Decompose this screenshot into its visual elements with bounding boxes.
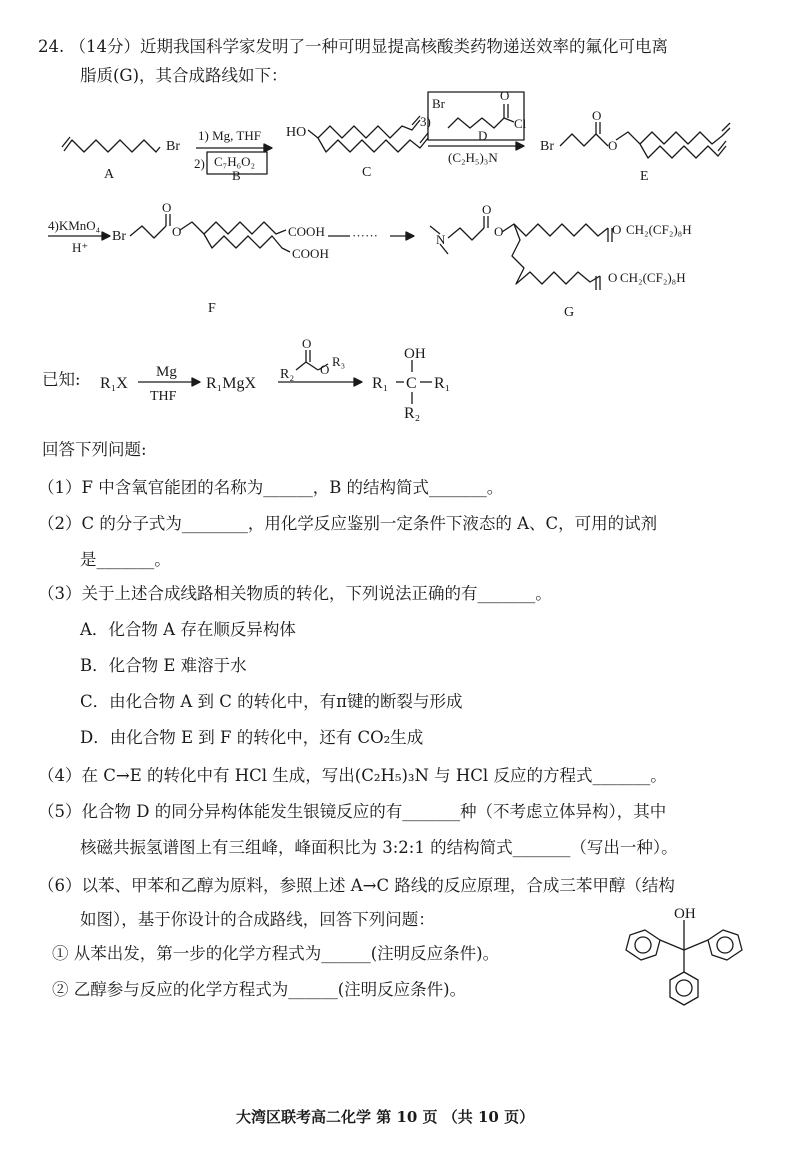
question-6-sub1: ① 从苯出发，第一步的化学方程式为______(注明反应条件)。: [52, 944, 500, 963]
compound-c-chain-lower: [318, 138, 428, 152]
triphenylmethanol-oh: OH: [674, 906, 696, 922]
question-6-line1: （6）以苯、甲苯和乙醇为原料，参照上述 A→C 路线的反应原理，合成三苯甲醇（结构: [38, 876, 675, 895]
question-intro-line1: 24. （14分）近期我国科学家发明了一种可明显提高核酸类药物递送效率的氟化可电离: [38, 37, 668, 56]
compound-f-cooh1: COOH: [288, 224, 325, 239]
known-prod-c: C: [406, 375, 417, 392]
question-1: （1）F 中含氧官能团的名称为______，B 的结构简式_______。: [38, 478, 504, 497]
question-6-line2: 如图），基于你设计的合成路线，回答下列问题：: [80, 910, 435, 929]
compound-e-br: Br: [540, 139, 554, 154]
compound-g-tail2-o: O: [608, 270, 618, 285]
known-thf: THF: [150, 389, 177, 404]
step1-reagent: 1) Mg, THF: [198, 128, 261, 143]
question-2-line1: （2）C 的分子式为________，用化学反应鉴别一定条件下液态的 A、C，可用的试剂: [38, 514, 658, 533]
compound-e-backbone: [560, 134, 608, 146]
known-o-carbonyl: O: [302, 336, 312, 351]
known-prod-r2: R₂: [404, 405, 421, 422]
known-o-ester: O: [320, 362, 330, 377]
question-3-option-c: C．由化合物 A 到 C 的转化中，有π键的断裂与形成: [80, 692, 463, 711]
compound-e-ester-o: O: [608, 138, 618, 153]
compound-f-o: O: [162, 200, 172, 215]
dotted-arrow: ······: [352, 228, 378, 243]
reagent-d-cl: Cl: [514, 116, 527, 131]
step2-reagent: C₇H₆O₂: [214, 154, 256, 169]
known-prod-r1b: R₁: [434, 375, 451, 392]
compound-g-backbone: [448, 228, 484, 240]
known-label: 已知:: [42, 370, 81, 389]
reagent-d-br: Br: [432, 96, 445, 111]
known-r2: R₂: [280, 367, 295, 382]
compound-g-tail1-o: O: [612, 222, 622, 237]
question-3-option-b: B．化合物 E 难溶于水: [80, 656, 247, 675]
compound-g-tail1: CH₂(CF₂)₈H: [626, 222, 692, 237]
question-2-line2: 是_______。: [80, 550, 171, 569]
label-d: D: [478, 128, 488, 143]
known-prod-r1a: R₁: [372, 375, 389, 392]
known-r1mgx: R₁MgX: [206, 375, 257, 392]
question-3-option-a: A．化合物 A 存在顺反异构体: [80, 620, 296, 639]
compound-e-o: O: [592, 108, 602, 123]
compound-a-br: Br: [166, 139, 180, 154]
compound-g-tail2: CH₂(CF₂)₈H: [620, 270, 686, 285]
question-5-line1: （5）化合物 D 的同分异构体能发生银镜反应的有_______种（不考虑立体异构），其中: [38, 802, 667, 821]
triphenylmethanol-structure: [626, 920, 742, 1005]
known-r3: R₃: [332, 354, 346, 369]
compound-f-cooh2: COOH: [292, 246, 329, 261]
step4-cond: H⁺: [72, 240, 89, 255]
known-mg: Mg: [156, 364, 177, 380]
question-3: （3）关于上述合成线路相关物质的转化，下列说法正确的有_______。: [38, 584, 552, 603]
label-a: A: [104, 167, 115, 182]
label-c: C: [362, 165, 372, 180]
question-6-sub2: ② 乙醇参与反应的化学方程式为______(注明反应条件)。: [52, 980, 467, 999]
compound-c-chain-upper: [308, 120, 420, 138]
compound-g-n: N: [436, 232, 446, 247]
answer-prompt: 回答下列问题:: [42, 440, 147, 459]
step3-base: (C₂H₅)₃N: [448, 150, 498, 165]
compound-g-o: O: [482, 202, 492, 217]
step4-reagent: 4)KMnO₄: [48, 218, 101, 233]
question-4: （4）在 C→E 的转化中有 HCl 生成，写出(C₂H₅)₃N 与 HCl 反应的方程式_______。: [38, 766, 667, 785]
compound-f-ester-o: O: [172, 224, 182, 239]
question-intro-line2: 脂质(G)，其合成路线如下：: [80, 66, 288, 85]
compound-a-chain: [64, 140, 160, 152]
known-oh: OH: [404, 346, 426, 362]
question-3-option-d: D．由化合物 E 到 F 的转化中，还有 CO₂生成: [80, 728, 424, 747]
step3-num: 3): [420, 114, 431, 129]
compound-f-br: Br: [112, 229, 126, 244]
step2-num: 2): [194, 156, 205, 171]
label-e: E: [640, 169, 649, 184]
reagent-d-o: O: [500, 88, 510, 103]
label-g: G: [564, 305, 575, 320]
known-r1x: R₁X: [100, 375, 128, 392]
question-5-line2: 核磁共振氢谱图上有三组峰，峰面积比为 3:2:1 的结构简式_______（写出一种）。: [80, 838, 678, 857]
compound-f-backbone: [130, 226, 166, 238]
label-b: B: [232, 168, 241, 183]
compound-g-ester-o: O: [494, 224, 504, 239]
page-footer: 大湾区联考高二化学 第 10 页 （共 10 页）: [236, 1108, 535, 1126]
label-f: F: [208, 301, 216, 316]
compound-c-ho: HO: [286, 125, 307, 140]
